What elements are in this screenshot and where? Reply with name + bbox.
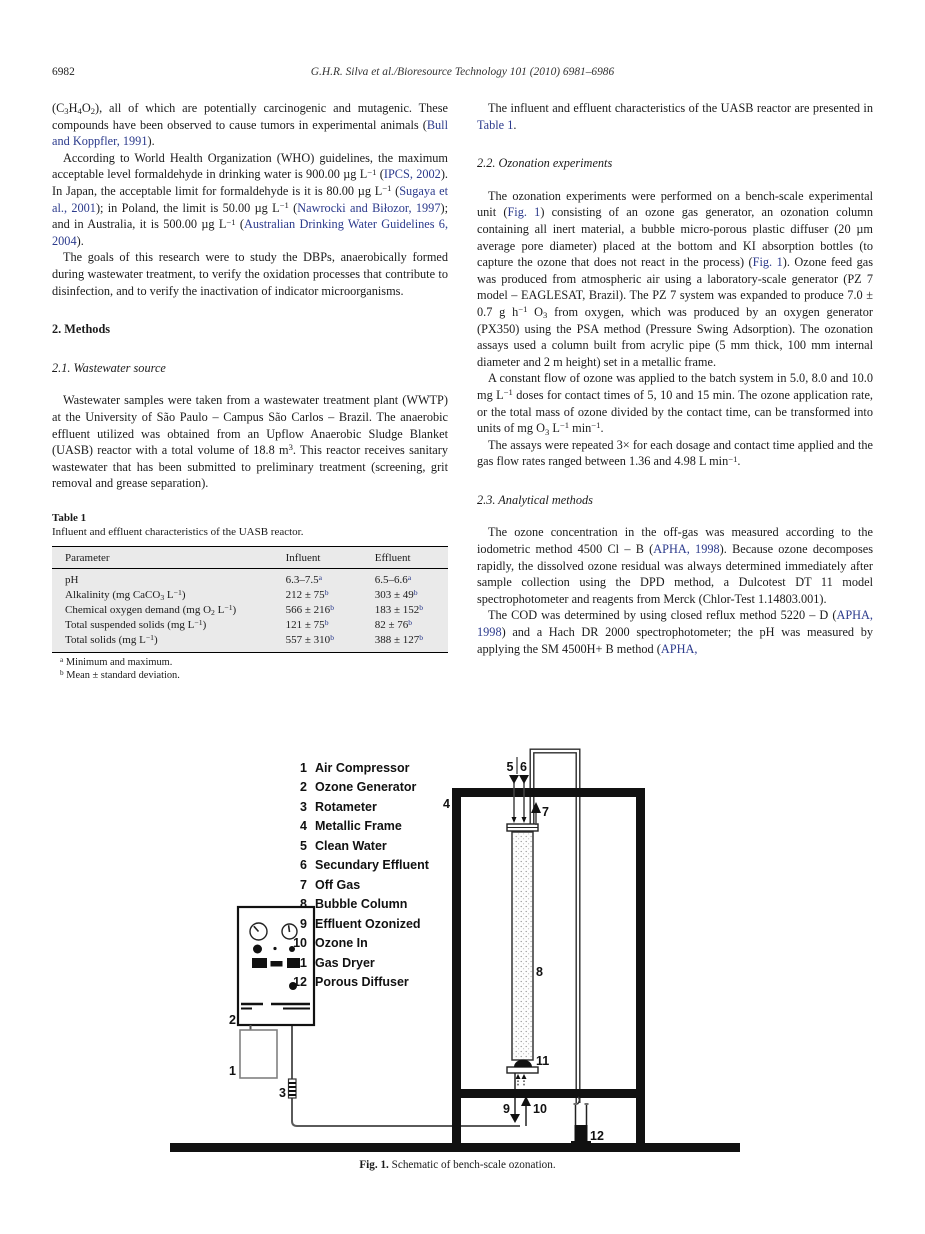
absorption-bottle bbox=[571, 1097, 591, 1145]
citation-link[interactable]: a bbox=[407, 572, 412, 582]
legend-label: Porous Diffuser bbox=[315, 975, 409, 989]
figure-legend-item: 11 Gas Dryer bbox=[293, 955, 375, 970]
secondary-effluent-arrow-icon bbox=[519, 775, 529, 784]
table-row bbox=[52, 568, 448, 587]
legend-label: Gas Dryer bbox=[315, 955, 375, 970]
citation-link[interactable]: b bbox=[419, 632, 424, 642]
legend-label: Air Compressor bbox=[315, 760, 410, 775]
figure-legend-item: 9 Effluent Ozonized bbox=[300, 916, 421, 931]
citation-link[interactable]: Fig. 1 bbox=[752, 255, 783, 270]
citation-link[interactable]: b bbox=[419, 602, 424, 612]
footnote-a: $^a$ Minimum and maximum. bbox=[60, 655, 173, 668]
off-gas-pipe bbox=[532, 751, 578, 1103]
legend-label: Bubble Column bbox=[315, 897, 408, 911]
ozonation-schematic bbox=[170, 745, 745, 1175]
callout-10: 10 bbox=[533, 1102, 547, 1116]
paragraph: $(C_3H_4O_2)$, all of which are potentially carcinogenic and mutagenic. These compounds have been observed to cause tumors in experimental animals (Bull and Koppfler, 1991). bbox=[52, 101, 448, 149]
paragraph: The assays were repeated 3× for each dosage and contact time applied and the gas flow rates ranged between 1.36 and 4.98 L $\min^{-1}$. bbox=[477, 437, 873, 469]
cell-influent: $557 \pm 310^b$ bbox=[285, 632, 335, 646]
paragraph: A constant flow of ozone was applied to the batch system in 5.0, 8.0 and 10.0 mg $L^{-1}$ doses for contact times of 5, 10 and 15 min. The ozone application rate, or the total mass of ozone divided by the contact time, can be transformed into units of mg $O_3$ $L^{-1}$ $\min^{-1}$. bbox=[477, 371, 873, 437]
paragraph: The ozone concentration in the off-gas was measured according to the iodometric method 4500 Cl – B (APHA, 1998). Because ozone decomposes rapidly, the dissolved ozone residual was always determined immediately after sample collection using the DPD method, a Dulcotest DT 11 model spectrophotometer and reagents from Merck (Chlor-Test 1.14803.001). bbox=[477, 525, 873, 606]
cell-parameter: Total suspended solids (mg $L^{-1}$) bbox=[65, 617, 207, 631]
callout-8: 8 bbox=[536, 965, 543, 979]
citation-link[interactable]: IPCS, 2002 bbox=[383, 167, 441, 182]
legend-label: Metallic Frame bbox=[315, 819, 402, 833]
figure-caption: Fig. 1. Schematic of bench-scale ozonation. bbox=[359, 1159, 556, 1171]
legend-label: Off Gas bbox=[315, 877, 361, 892]
ground-line bbox=[170, 1143, 740, 1152]
paragraph: The goals of this research were to study the DBPs, anaerobically formed during wastewater treatment, to verify the oxidation processes that contribute to disinfection, and to verify the inactivation of indicator microorganisms. bbox=[52, 250, 448, 298]
cell-parameter: Chemical oxygen demand (mg $O_2$ $L^{-1}$) bbox=[65, 602, 237, 618]
rotameter bbox=[289, 1079, 297, 1098]
callout-2: 2 bbox=[229, 1013, 236, 1027]
callout-3: 3 bbox=[279, 1086, 286, 1100]
cell-parameter: Alkalinity (mg CaCO$_3$ $L^{-1}$) bbox=[65, 587, 186, 603]
callout-12: 12 bbox=[590, 1129, 604, 1143]
citation-link[interactable]: b bbox=[330, 602, 335, 612]
uasb-characteristics-table bbox=[52, 546, 448, 653]
switch-icon bbox=[271, 961, 283, 967]
callout-4: 4 bbox=[443, 797, 450, 811]
metallic-frame bbox=[452, 788, 645, 1143]
cell-influent: $121 \pm 75^b$ bbox=[285, 617, 329, 631]
footnote-b: $^b$ Mean ± standard deviation. bbox=[60, 668, 180, 681]
legend-label: Secundary Effluent bbox=[315, 858, 429, 872]
figure-legend-item: 12 Porous Diffuser bbox=[293, 975, 409, 989]
left-column bbox=[52, 100, 448, 682]
table-footnotes bbox=[52, 657, 448, 683]
cell-parameter: Total solids (mg $L^{-1}$) bbox=[65, 632, 158, 646]
figure-legend-item: 6 Secundary Effluent bbox=[300, 858, 429, 872]
citation-link[interactable]: b bbox=[324, 617, 329, 627]
right-column bbox=[477, 100, 873, 657]
callout-9: 9 bbox=[503, 1102, 510, 1116]
citation-link[interactable]: b bbox=[324, 587, 329, 597]
citation-link[interactable]: b bbox=[408, 617, 413, 627]
bottom-feed-lines bbox=[516, 1074, 527, 1087]
figure-legend-item: 1 Air Compressor bbox=[300, 760, 410, 775]
cell-influent: $566 \pm 216^b$ bbox=[285, 602, 335, 616]
subsection-heading-analytical-methods: 2.3. Analytical methods bbox=[477, 492, 593, 507]
legend-label: Ozone In bbox=[315, 936, 368, 950]
citation-link[interactable]: APHA, bbox=[660, 641, 698, 656]
figure-legend-item: 4 Metallic Frame bbox=[300, 819, 402, 833]
citation-link[interactable]: APHA, 1998 bbox=[653, 542, 720, 557]
cell-effluent: $82 \pm 76^b$ bbox=[374, 617, 413, 631]
indicator-dot-icon bbox=[273, 947, 276, 950]
column-header-influent: Influent bbox=[286, 546, 375, 568]
paragraph: The ozonation experiments were performed on a bench-scale experimental unit (Fig. 1) consisting of an ozone gas generator, an ozonation column containing all inert material, a bubble micro-porous plastic diffuser (20 µm average pore diameter) placed at the bottom and KI absorption bottles (to capture the ozone that does not react in the process) (Fig. 1). Ozone feed gas was produced from atmospheric air using a laboratory-scale generator (PZ 7 model – EAGLESAT, Brazil). The PZ 7 system was expanded to produce 7.0 ± 0.7 g $h^{-1}$ $O_3$ from oxygen, which was produced by an oxygen generator (PX350) using the PSA method (Pressure Swing Adsorption). The ozonation assays used a column built from acrylic pipe (5 mm thick, 100 mm internal diameter and 2 m height) set in a metallic frame. bbox=[477, 188, 874, 369]
figure-legend-item: 8 Bubble Column bbox=[300, 897, 408, 911]
callout-1: 1 bbox=[229, 1064, 236, 1078]
figure-1 bbox=[170, 745, 745, 1193]
citation-link[interactable]: b bbox=[330, 632, 335, 642]
cell-effluent: $183 \pm 152^b$ bbox=[374, 602, 424, 616]
table-1-block bbox=[52, 512, 448, 683]
legend-label: Effluent Ozonized bbox=[315, 916, 421, 931]
paragraph: Wastewater samples were taken from a wastewater treatment plant (WWTP) at the University of São Paulo – Campus São Carlos – Brazil. The anaerobic effluent utilized was obtained from an Upflow Anaerobic Sludge Blanket (UASB) reactor with a total volume of 18.8 $m^3$. This reactor receives sanitary wastewater that has been submitted to preliminary treatment (screening, grit removal and grease separation). bbox=[52, 393, 448, 491]
citation-link[interactable]: a bbox=[318, 572, 323, 582]
legend-label: Clean Water bbox=[315, 838, 387, 853]
journal-reference: G.H.R. Silva et al./Bioresource Technology 101 (2010) 6981–6986 bbox=[310, 66, 615, 78]
switch-icon bbox=[252, 958, 267, 968]
page-number: 6982 bbox=[52, 66, 75, 78]
cell-effluent: $388 \pm 127^b$ bbox=[374, 632, 424, 646]
figure-legend-item: 3 Rotameter bbox=[300, 799, 377, 814]
cell-influent: 6.3–7.5$^a$ bbox=[285, 572, 323, 586]
cell-effluent: $303 \pm 49^b$ bbox=[374, 587, 418, 601]
callout-6: 6 bbox=[520, 760, 527, 774]
paragraph: The influent and effluent characteristics of the UASB reactor are presented in Table 1. bbox=[477, 101, 873, 132]
callout-7: 7 bbox=[542, 805, 549, 819]
section-heading-methods: 2. Methods bbox=[52, 322, 111, 337]
subsection-heading-ozonation-experiments: 2.2. Ozonation experiments bbox=[477, 156, 613, 171]
citation-link[interactable]: Fig. 1 bbox=[507, 205, 541, 220]
table-row bbox=[52, 617, 448, 632]
callout-5: 5 bbox=[506, 760, 514, 774]
knob-icon bbox=[253, 945, 262, 954]
figure-legend-item: 10 Ozone In bbox=[293, 936, 368, 950]
table-label: Table 1 bbox=[52, 511, 87, 524]
bubble-column bbox=[507, 824, 538, 1073]
subsection-heading-wastewater-source: 2.1. Wastewater source bbox=[52, 360, 166, 375]
figure-legend-item: 2 Ozone Generator bbox=[300, 780, 417, 794]
table-row bbox=[52, 632, 448, 652]
table-row bbox=[52, 602, 448, 617]
citation-link[interactable]: Bull and Koppfler, 1991 bbox=[52, 117, 448, 149]
citation-link[interactable]: Australian Drinking Water Guidelines 6, 2004 bbox=[52, 217, 449, 248]
table-row bbox=[52, 587, 448, 602]
table-caption: Influent and effluent characteristics of the UASB reactor. bbox=[52, 525, 304, 538]
air-compressor bbox=[240, 1025, 277, 1078]
citation-link[interactable]: Nawrocki and Biłozor, 1997 bbox=[297, 200, 441, 215]
effluent-ozonized-arrow-icon bbox=[510, 1114, 520, 1123]
column-header-parameter: Parameter bbox=[52, 546, 286, 568]
legend-label: Rotameter bbox=[315, 799, 377, 814]
citation-link[interactable]: b bbox=[413, 587, 418, 597]
cell-influent: $212 \pm 75^b$ bbox=[285, 587, 329, 601]
cell-parameter: pH bbox=[65, 573, 79, 586]
running-header bbox=[52, 66, 873, 81]
figure-legend-item: 7 Off Gas bbox=[300, 877, 361, 892]
paragraph: According to World Health Organization (WHO) guidelines, the maximum acceptable level formaldehyde in drinking water is 900.00 µg $L^{-1}$ (IPCS, 2002). In Japan, the acceptable limit for formaldehyde is it is 80.00 µg $L^{-1}$ (Sugaya et al., 2001); in Poland, the limit is 50.00 µg $L^{-1}$ (Nawrocki and Biłozor, 1997); and in Australia, it is 500.00 µg $L^{-1}$ (Australian Drinking Water Guidelines 6, 2004). bbox=[52, 150, 449, 248]
cell-effluent: 6.5–6.6$^a$ bbox=[374, 572, 412, 586]
clean-water-arrow-icon bbox=[509, 775, 519, 784]
table-header-row bbox=[52, 546, 448, 568]
figure-legend-item: 5 Clean Water bbox=[300, 838, 387, 853]
column-header-effluent: Effluent bbox=[375, 546, 448, 568]
paragraph: The COD was determined by using closed reflux method 5220 – D (APHA, 1998) and a Hach DR 2000 spectrophotometer; the pH was measured by applying the SM 4500H+ B method (APHA, bbox=[477, 608, 873, 656]
callout-11: 11 bbox=[536, 1054, 550, 1068]
citation-link[interactable]: APHA, 1998 bbox=[477, 608, 873, 640]
legend-label: Ozone Generator bbox=[315, 780, 417, 794]
gas-line bbox=[292, 1025, 526, 1126]
citation-link[interactable]: Table 1 bbox=[477, 117, 514, 132]
citation-link[interactable]: Sugaya et al., 2001 bbox=[52, 183, 449, 215]
